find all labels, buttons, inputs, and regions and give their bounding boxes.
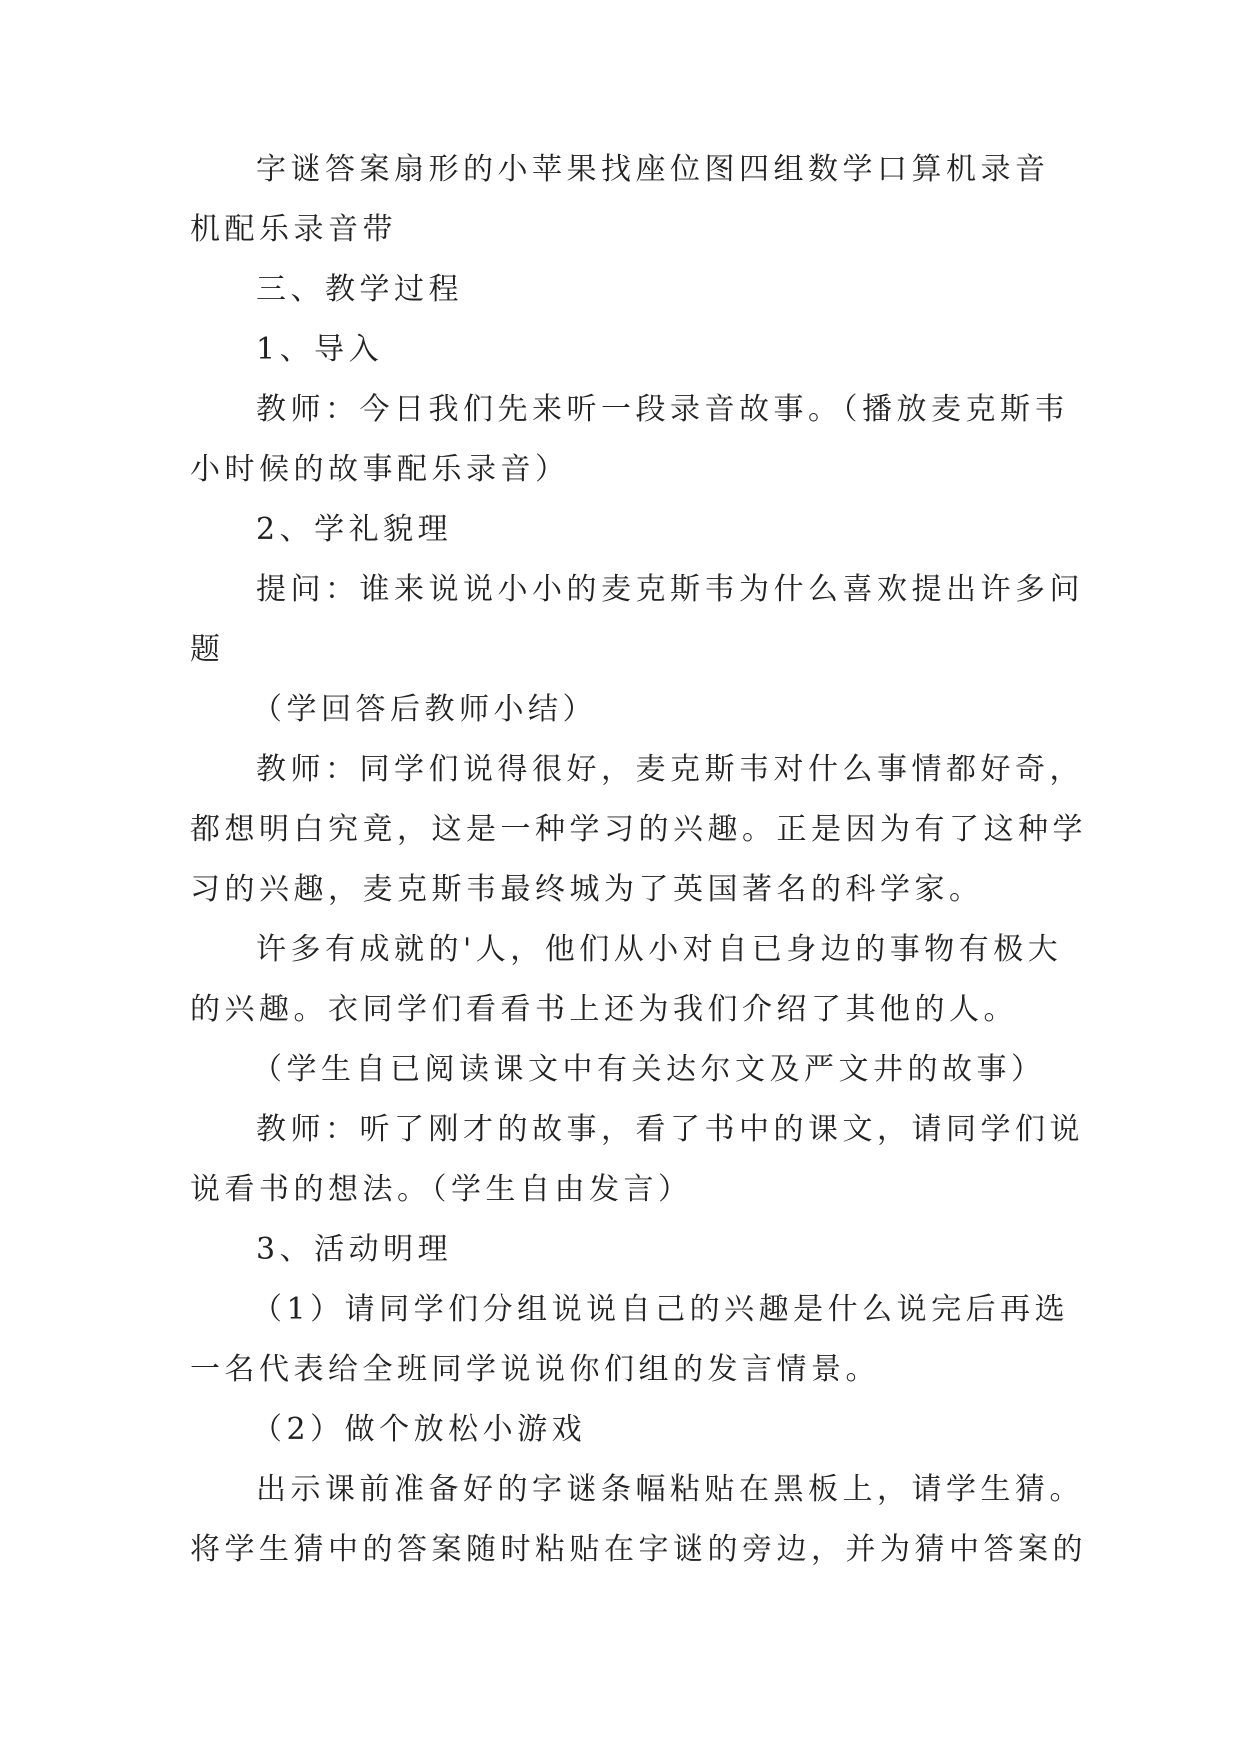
document-body: [190, 152, 1087, 1595]
paragraph-line: （2）做个放松小游戏: [252, 1412, 587, 1447]
paragraph-line: 说看书的想法。（学生自由发言）: [190, 1172, 693, 1207]
paragraph-line: 教师：听了刚才的故事，看了书中的课文，请同学们说: [256, 1112, 1084, 1147]
paragraph-line: 教师：今日我们先来听一段录音故事。（播放麦克斯韦: [256, 392, 1069, 427]
subsection-heading: 1、导入: [256, 332, 384, 367]
paragraph-line: 题: [190, 632, 225, 667]
paragraph-line: 提问：谁来说说小小的麦克斯韦为什么喜欢提出许多问: [256, 572, 1084, 607]
section-heading: 三、教学过程: [256, 272, 463, 307]
subsection-heading: 2、学礼貌理: [256, 512, 453, 547]
paragraph-line: 的兴趣。衣同学们看看书上还为我们介绍了其他的人。: [190, 992, 1018, 1027]
paragraph-line: （学生自已阅读课文中有关达尔文及严文井的故事）: [252, 1052, 1046, 1087]
paragraph-line: 小时候的故事配乐录音）: [190, 452, 570, 487]
paragraph-line: 将学生猜中的答案随时粘贴在字谜的旁边，并为猜中答案的: [190, 1532, 1087, 1567]
paragraph-line: 出示课前准备好的字谜条幅粘贴在黑板上，请学生猜。: [256, 1472, 1084, 1507]
paragraph-line: 都想明白究竟，这是一种学习的兴趣。正是因为有了这种学: [190, 812, 1087, 847]
paragraph-line: 字谜答案扇形的小苹果找座位图四组数学口算机录音: [256, 152, 1050, 187]
paragraph-line: （1）请同学们分组说说自己的兴趣是什么说完后再选: [252, 1292, 1070, 1327]
paragraph-line: 一名代表给全班同学说说你们组的发言情景。: [190, 1352, 880, 1387]
paragraph-line: 机配乐录音带: [190, 212, 397, 247]
subsection-heading: 3、活动明理: [256, 1232, 453, 1267]
paragraph-line: 习的兴趣，麦克斯韦最终城为了英国著名的科学家。: [190, 872, 984, 907]
paragraph-line: 教师：同学们说得很好，麦克斯韦对什么事情都好奇，: [256, 752, 1084, 787]
paragraph-line: （学回答后教师小结）: [252, 692, 597, 727]
paragraph-line: 许多有成就的'人，他们从小对自已身边的事物有极大: [256, 932, 1063, 967]
